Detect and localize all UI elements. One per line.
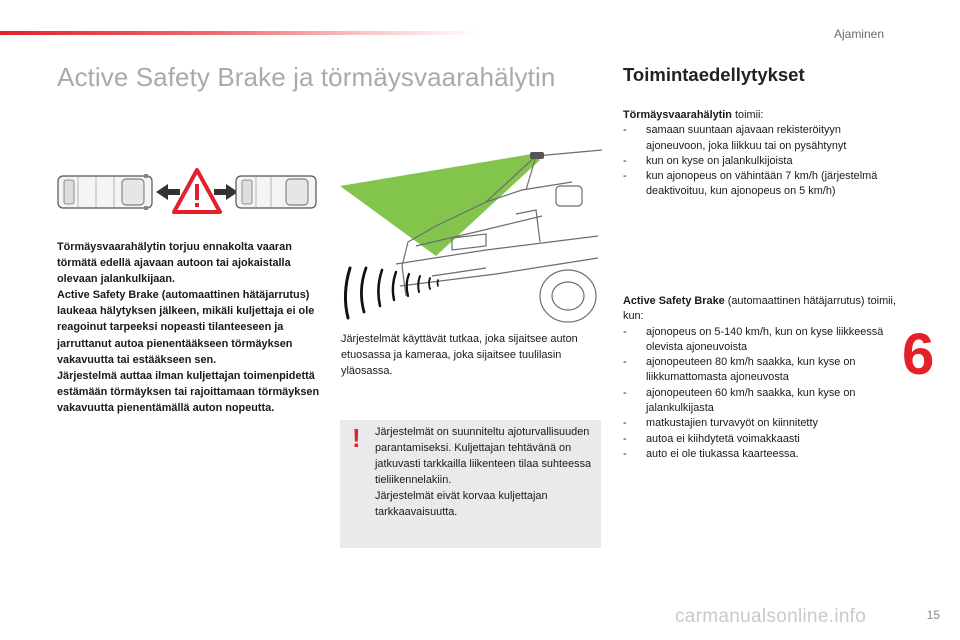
page-title: Active Safety Brake ja törmäysvaarahälytin xyxy=(57,62,556,92)
warning-paragraph-2: Järjestelmät eivät korvaa kuljettajan tarkkaavaisuutta. xyxy=(375,490,548,519)
warning-paragraph-1: Järjestelmät on suunniteltu ajoturvallisuuden parantamiseksi. Kuljettajan tehtävänä on jatkuvasti tarkkailla liikenteen tilaa suhteessa tieliikennelakiin. xyxy=(375,426,592,487)
list-item: - matkustajien turvavyöt on kiinnitetty xyxy=(623,417,818,430)
collision-alert-intro xyxy=(623,108,898,123)
collision-alert-intro-rest: toimii: xyxy=(731,109,764,121)
intro-bold-text xyxy=(57,239,322,416)
active-brake-list xyxy=(623,325,898,463)
radar-waves-icon xyxy=(345,268,438,318)
active-brake-intro xyxy=(623,294,898,325)
arrow-right-icon xyxy=(214,184,238,200)
list-item: - kun on kyse on jalankulkijoista xyxy=(623,154,793,167)
arrow-left-icon xyxy=(156,184,180,200)
warning-triangle-icon xyxy=(174,170,220,212)
van-radar-illustration xyxy=(336,146,604,324)
intro-paragraph-3: Järjestelmä auttaa ilman kuljettajan toimenpidettä estämään törmäyksen tai rajoittamaan törmäyksen vakavuutta pienentämällä auton nopeutta. xyxy=(57,369,320,414)
collision-alert-name: Törmäysvaarahälytin xyxy=(623,109,732,121)
list-item: - kun ajonopeus on vähintään 7 km/h (järjestelmä deaktivoituu, kun ajonopeus on 5 km/h) xyxy=(623,170,878,198)
active-brake-name: Active Safety Brake xyxy=(623,295,725,307)
conditions-heading: Toimintaedellytykset xyxy=(623,64,805,85)
list-item: - ajonopeus on 5-140 km/h, kun on kyse liikkeessä olevista ajoneuvoista xyxy=(623,325,884,353)
collision-alert-list xyxy=(623,123,898,199)
list-item: - ajonopeuteen 60 km/h saakka, kun kyse on jalankulkijasta xyxy=(623,386,856,415)
exclamation-icon: ! xyxy=(352,423,361,453)
list-item: - auto ei ole tiukassa kaarteessa. xyxy=(623,447,799,460)
intro-paragraph-1: Törmäysvaarahälytin torjuu ennakolta vaaran törmätä edellä ajavaan autoon tai ajokaistalla olevaan jalankulkijaan. xyxy=(57,241,292,286)
collision-alert-conditions xyxy=(623,108,898,200)
warning-box xyxy=(340,420,601,548)
watermark: carmanualsonline.info xyxy=(675,606,867,627)
collision-warning-diagram xyxy=(56,168,318,218)
list-item: - ajonopeuteen 80 km/h saakka, kun kyse on liikkumattomasta ajoneuvosta xyxy=(623,356,856,384)
header-accent-bar xyxy=(0,31,480,35)
camera-icon xyxy=(530,152,544,159)
list-item: - autoa ei kiihdytetä voimakkaasti xyxy=(623,432,800,445)
intro-paragraph-2: Active Safety Brake (automaattinen hätäjarrutus) laukeaa hälytyksen jälkeen, mikäli kuljettaja ei ole reagoinut tarpeeksi nopeasti tilanteeseen ja jarruttanut autoa pienentääkseen törmäyksen vakavuutta tai estääkseen sen. xyxy=(57,289,315,366)
radar-camera-text: Järjestelmät käyttävät tutkaa, joka sijaitsee auton etuosassa ja kameraa, joka sijaitsee tuulilasin yläosassa. xyxy=(341,333,578,378)
active-brake-intro-rest: (automaattinen hätäjarrutus) toimii, kun: xyxy=(623,295,897,323)
active-brake-conditions xyxy=(623,294,898,462)
front-van-icon xyxy=(236,176,316,208)
list-item: - samaan suuntaan ajavaan rekisteröityyn ajoneuvoon, joka liikkuu tai on pysähtynyt xyxy=(623,124,847,152)
rear-van-icon xyxy=(58,174,152,210)
section-label: Ajaminen xyxy=(833,27,884,41)
warning-text xyxy=(375,424,595,521)
page-number: 15 xyxy=(926,608,940,622)
chapter-number: 6 xyxy=(902,322,935,387)
